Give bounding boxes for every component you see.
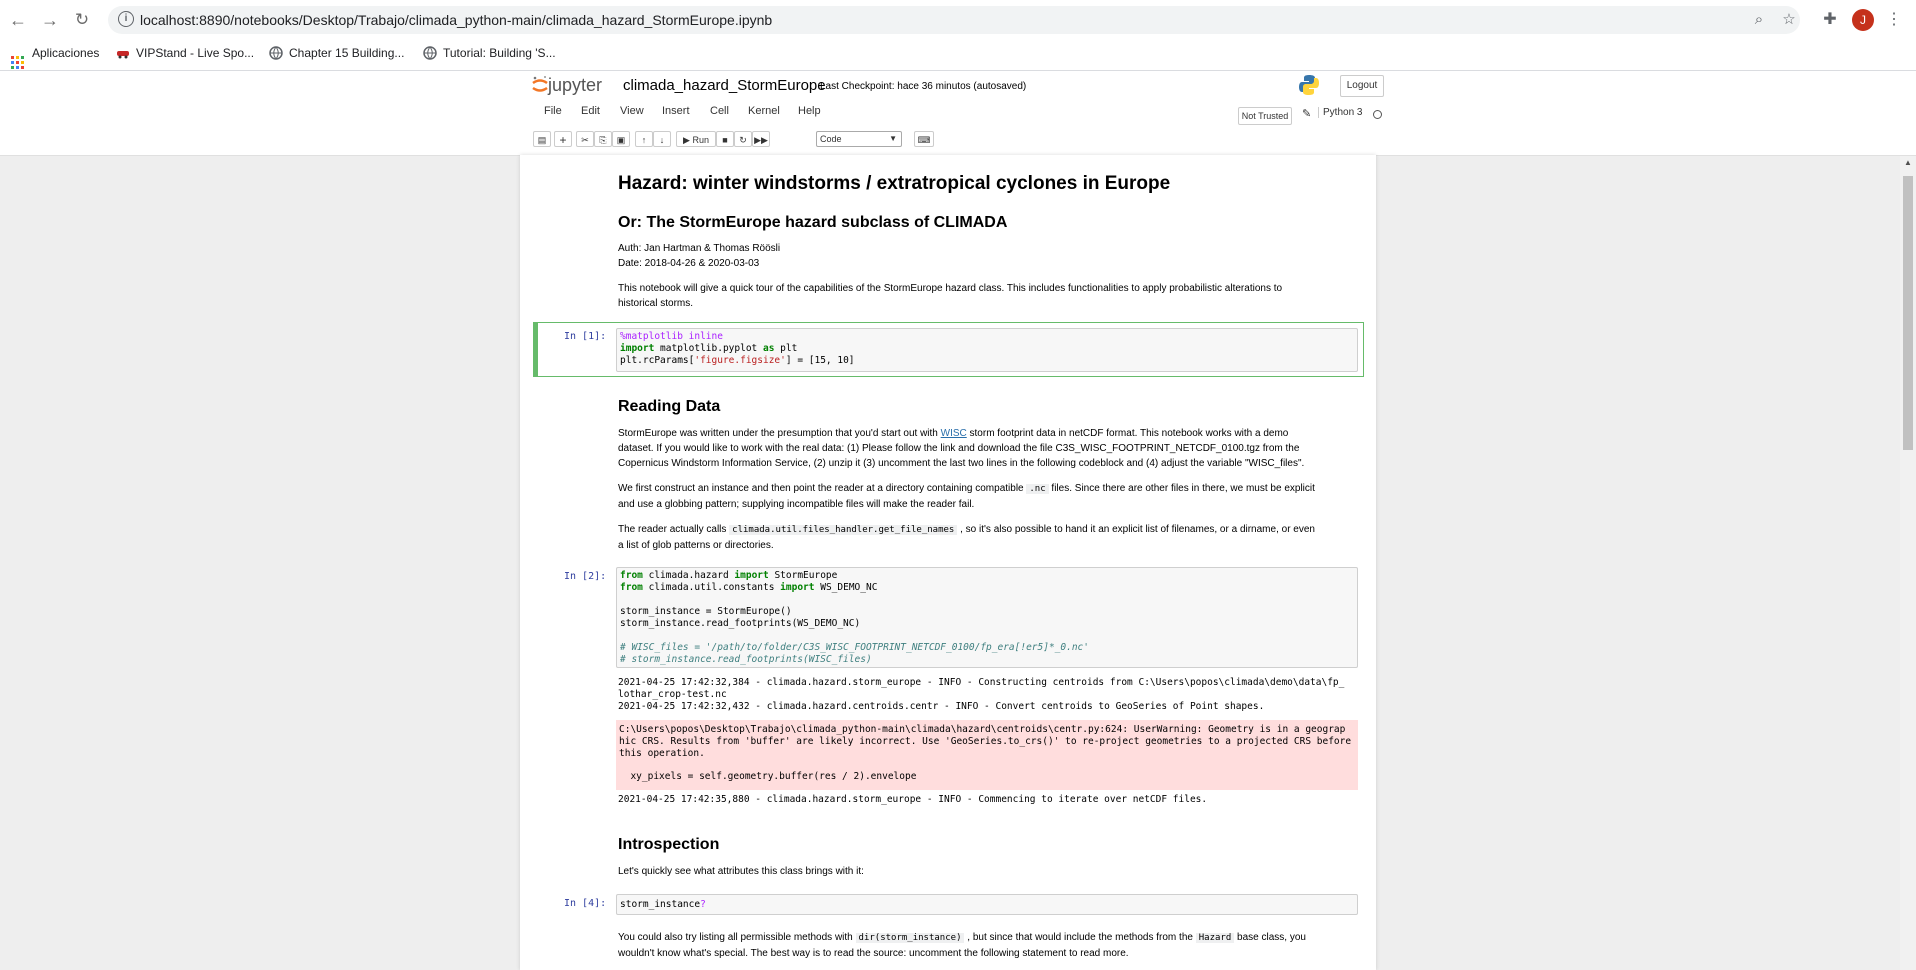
notebook-subtitle: Or: The StormEurope hazard subclass of CLIMADA xyxy=(618,214,1008,231)
code-token: ] = [15, 10] xyxy=(785,355,855,366)
text-span: Copernicus Windstorm Information Service, (2) unzip it (3) uncomment the last two lines in the following codeblock and (4) adjust the variable "WISC_files". xyxy=(618,458,1305,469)
code-token: 'figure.figsize' xyxy=(694,355,786,366)
text-span: wouldn't know what's special. The best way is to read the source: uncomment the following statement to read more. xyxy=(618,948,1129,959)
move-up-icon[interactable]: ↑ xyxy=(635,131,653,147)
text-span: dataset. If you would like to work with the real data: (1) Please follow the link and download the file C3S_WISC_FOOTPRINT_NETCDF_0100.tgz from the xyxy=(618,443,1300,454)
reading-data-heading: Reading Data xyxy=(618,398,721,415)
extensions-puzzle-icon[interactable]: ✚ xyxy=(1823,11,1837,28)
wisc-link[interactable]: WISC xyxy=(940,428,967,439)
menu-insert[interactable]: Insert xyxy=(662,105,690,117)
code-token: matplotlib.pyplot xyxy=(654,343,763,354)
output-log-line: 2021-04-25 17:42:35,880 - climada.hazard.storm_europe - INFO - Commencing to iterate over netCDF files. xyxy=(618,794,1208,805)
restart-icon[interactable]: ↻ xyxy=(734,131,752,147)
bookmarks-bar xyxy=(0,40,1916,71)
output-log-line: lothar_crop-test.nc xyxy=(618,689,727,700)
code-token: from xyxy=(620,570,643,581)
intro-line: historical storms. xyxy=(618,298,694,309)
jupyter-header xyxy=(0,71,1916,156)
insert-cell-plus-icon[interactable]: + xyxy=(554,131,572,147)
browser-menu-icon[interactable]: ⋮ xyxy=(1886,11,1902,28)
jupyter-logo[interactable] xyxy=(532,75,602,96)
jupyter-logo-icon xyxy=(532,75,548,95)
reload-icon[interactable]: ↻ xyxy=(74,10,90,29)
bookmark-vipstand[interactable] xyxy=(116,46,254,60)
code-token: import xyxy=(620,343,655,354)
code-line: storm_instance.read_footprints(WS_DEMO_NC) xyxy=(620,618,861,629)
chevron-down-icon: ▼ xyxy=(889,134,897,143)
code-token: climada.hazard xyxy=(642,570,735,581)
warning-line: this operation. xyxy=(619,748,705,759)
copy-icon[interactable]: ⎘ xyxy=(594,131,612,147)
code-line: storm_instance = StormEurope() xyxy=(620,606,792,617)
code-token: plt xyxy=(774,343,798,354)
text-span: , but since that would include the methods from the xyxy=(964,932,1196,943)
play-icon: ▶ xyxy=(683,135,693,145)
bookmark-tutorial[interactable] xyxy=(423,46,556,60)
trust-button[interactable]: Not Trusted xyxy=(1238,107,1292,125)
menu-kernel[interactable]: Kernel xyxy=(748,105,780,117)
input-prompt: In [1]: xyxy=(564,331,607,342)
inline-code: .nc xyxy=(1026,484,1048,494)
text-span: storm footprint data in netCDF format. This notebook works with a demo xyxy=(966,428,1289,439)
code-editor[interactable] xyxy=(616,328,1358,372)
text-span: , so it's also possible to hand it an explicit list of filenames, or a dirname, or even xyxy=(957,524,1315,535)
browser-toolbar xyxy=(0,0,1916,41)
fast-forward-icon[interactable]: ▶▶ xyxy=(752,131,770,147)
stop-icon[interactable]: ■ xyxy=(716,131,734,147)
zoom-icon[interactable]: ⌕ xyxy=(1754,11,1764,28)
code-token: storm_instance xyxy=(620,899,701,910)
globe-icon xyxy=(423,46,437,60)
profile-avatar[interactable]: J xyxy=(1852,9,1874,31)
inline-code: Hazard xyxy=(1196,933,1235,943)
forward-arrow-icon[interactable]: → xyxy=(41,10,59,30)
introspection-heading: Introspection xyxy=(618,836,720,853)
stderr-output xyxy=(616,720,1358,790)
inline-code: climada.util.files_handler.get_file_names xyxy=(729,525,957,535)
code-token: plt.rcParams[ xyxy=(620,355,695,366)
address-bar[interactable] xyxy=(108,6,1800,34)
code-cell[interactable] xyxy=(616,894,1358,915)
scrollbar-thumb[interactable] xyxy=(1903,176,1913,450)
input-prompt: In [4]: xyxy=(564,898,607,909)
inline-code: dir(storm_instance) xyxy=(856,933,965,943)
reading-paragraph-3 xyxy=(618,522,1358,553)
car-icon xyxy=(116,46,130,60)
bookmark-apps[interactable] xyxy=(11,46,99,69)
output-log-line: 2021-04-25 17:42:32,432 - climada.hazard.centroids.centr - INFO - Convert centroids to GeoSeries of Point shapes. xyxy=(618,701,1265,712)
notebook-name[interactable]: climada_hazard_StormEurope xyxy=(623,77,826,94)
intro-line: This notebook will give a quick tour of the capabilities of the StormEurope hazard class. This includes functionalities to apply probabilistic alterations to xyxy=(618,283,1283,294)
code-token: import xyxy=(734,570,769,581)
text-span: files. Since there are other files in there, we must be explicit xyxy=(1048,483,1315,494)
paste-icon[interactable]: ▣ xyxy=(612,131,630,147)
kernel-idle-indicator xyxy=(1373,110,1382,119)
output-log-line: 2021-04-25 17:42:32,384 - climada.hazard.storm_europe - INFO - Constructing centroids from C:\Users\popos\climada\demo\data\fp_ xyxy=(618,677,1345,688)
code-cell[interactable] xyxy=(616,567,1358,668)
apps-grid-icon xyxy=(11,56,24,69)
text-span: You could also try listing all permissible methods with xyxy=(618,932,856,943)
final-paragraph xyxy=(618,930,1358,961)
keyboard-icon[interactable]: ⌨ xyxy=(914,131,934,147)
text-span: We first construct an instance and then point the reader at a directory containing compatible xyxy=(618,483,1027,494)
logout-button[interactable]: Logout xyxy=(1340,75,1384,97)
code-token: import xyxy=(780,582,815,593)
authors-text: Auth: Jan Hartman & Thomas Röösli xyxy=(618,243,781,254)
site-info-icon[interactable]: i xyxy=(118,11,134,27)
pencil-icon[interactable]: ✎ xyxy=(1302,108,1312,120)
code-token: WS_DEMO_NC xyxy=(814,582,878,593)
move-down-icon[interactable]: ↓ xyxy=(653,131,671,147)
bookmark-label: Tutorial: Building 'S... xyxy=(443,46,556,60)
cut-icon[interactable]: ✂ xyxy=(576,131,594,147)
bookmark-label: VIPStand - Live Spo... xyxy=(136,46,255,60)
bookmark-chapter15[interactable] xyxy=(269,46,404,60)
globe-icon xyxy=(269,46,283,60)
cell-type-value: Code xyxy=(820,134,842,144)
text-span: The reader actually calls xyxy=(618,524,730,535)
menu-file[interactable]: File xyxy=(544,105,562,117)
text-span: StormEurope was written under the presumption that you'd start out with xyxy=(618,428,941,439)
warning-line: C:\Users\popos\Desktop\Trabajo\climada_python-main\climada\hazard\centroids\centr.py:624: UserWarning: Geometry is in a geograp xyxy=(619,724,1346,735)
run-button[interactable] xyxy=(676,131,716,147)
run-label: Run xyxy=(692,135,709,145)
warning-line: xy_pixels = self.geometry.buffer(res / 2).envelope xyxy=(619,771,917,782)
code-token: StormEurope xyxy=(768,570,838,581)
intro-text xyxy=(618,281,1358,311)
kernel-name: Python 3 xyxy=(1318,107,1362,118)
warning-line: hic CRS. Results from 'buffer' are likely incorrect. Use 'GeoSeries.to_crs()' to re-project geometries to a projected CRS before xyxy=(619,736,1352,747)
bookmark-star-icon[interactable]: ☆ xyxy=(1782,11,1796,28)
jupyter-logo-text: jupyter xyxy=(548,75,603,95)
checkpoint-status: Last Checkpoint: hace 36 minutos (autosaved) xyxy=(820,81,1027,92)
code-token: climada.util.constants xyxy=(642,582,781,593)
menu-help[interactable]: Help xyxy=(798,105,821,117)
text-span: base class, you xyxy=(1234,932,1306,943)
code-comment: # WISC_files = '/path/to/folder/C3S_WISC_FOOTPRINT_NETCDF_0100/fp_era[!er5]*_0.nc' xyxy=(620,642,1089,653)
input-prompt: In [2]: xyxy=(564,571,607,582)
bookmark-label: Chapter 15 Building... xyxy=(289,46,405,60)
code-token: from xyxy=(620,582,643,593)
scroll-up-arrow-icon[interactable]: ▲ xyxy=(1904,158,1912,167)
introspection-text: Let's quickly see what attributes this class brings with it: xyxy=(618,866,864,877)
save-icon[interactable]: ▤ xyxy=(533,131,551,147)
code-token: as xyxy=(763,343,775,354)
menu-view[interactable]: View xyxy=(620,105,644,117)
menu-edit[interactable]: Edit xyxy=(581,105,600,117)
bookmark-label: Aplicaciones xyxy=(32,46,100,60)
date-text: Date: 2018-04-26 & 2020-03-03 xyxy=(618,258,760,269)
reading-paragraph-1 xyxy=(618,426,1358,471)
code-token: ? xyxy=(700,899,706,910)
text-span: and use a globbing pattern; supplying incompatible files will make the reader fail. xyxy=(618,499,975,510)
code-comment: # storm_instance.read_footprints(WISC_files) xyxy=(620,654,872,665)
cell-type-select[interactable] xyxy=(816,131,902,147)
code-token: %matplotlib inline xyxy=(620,331,723,342)
text-span: a list of glob patterns or directories. xyxy=(618,540,774,551)
menu-cell[interactable]: Cell xyxy=(710,105,729,117)
back-arrow-icon[interactable]: ← xyxy=(9,10,27,30)
reading-paragraph-2 xyxy=(618,481,1358,512)
python-logo-icon xyxy=(1298,74,1320,96)
notebook-title: Hazard: winter windstorms / extratropical cyclones in Europe xyxy=(618,173,1171,194)
url-text[interactable]: localhost:8890/notebooks/Desktop/Trabajo/climada_python-main/climada_hazard_StormEurope.ipynb xyxy=(140,12,773,28)
